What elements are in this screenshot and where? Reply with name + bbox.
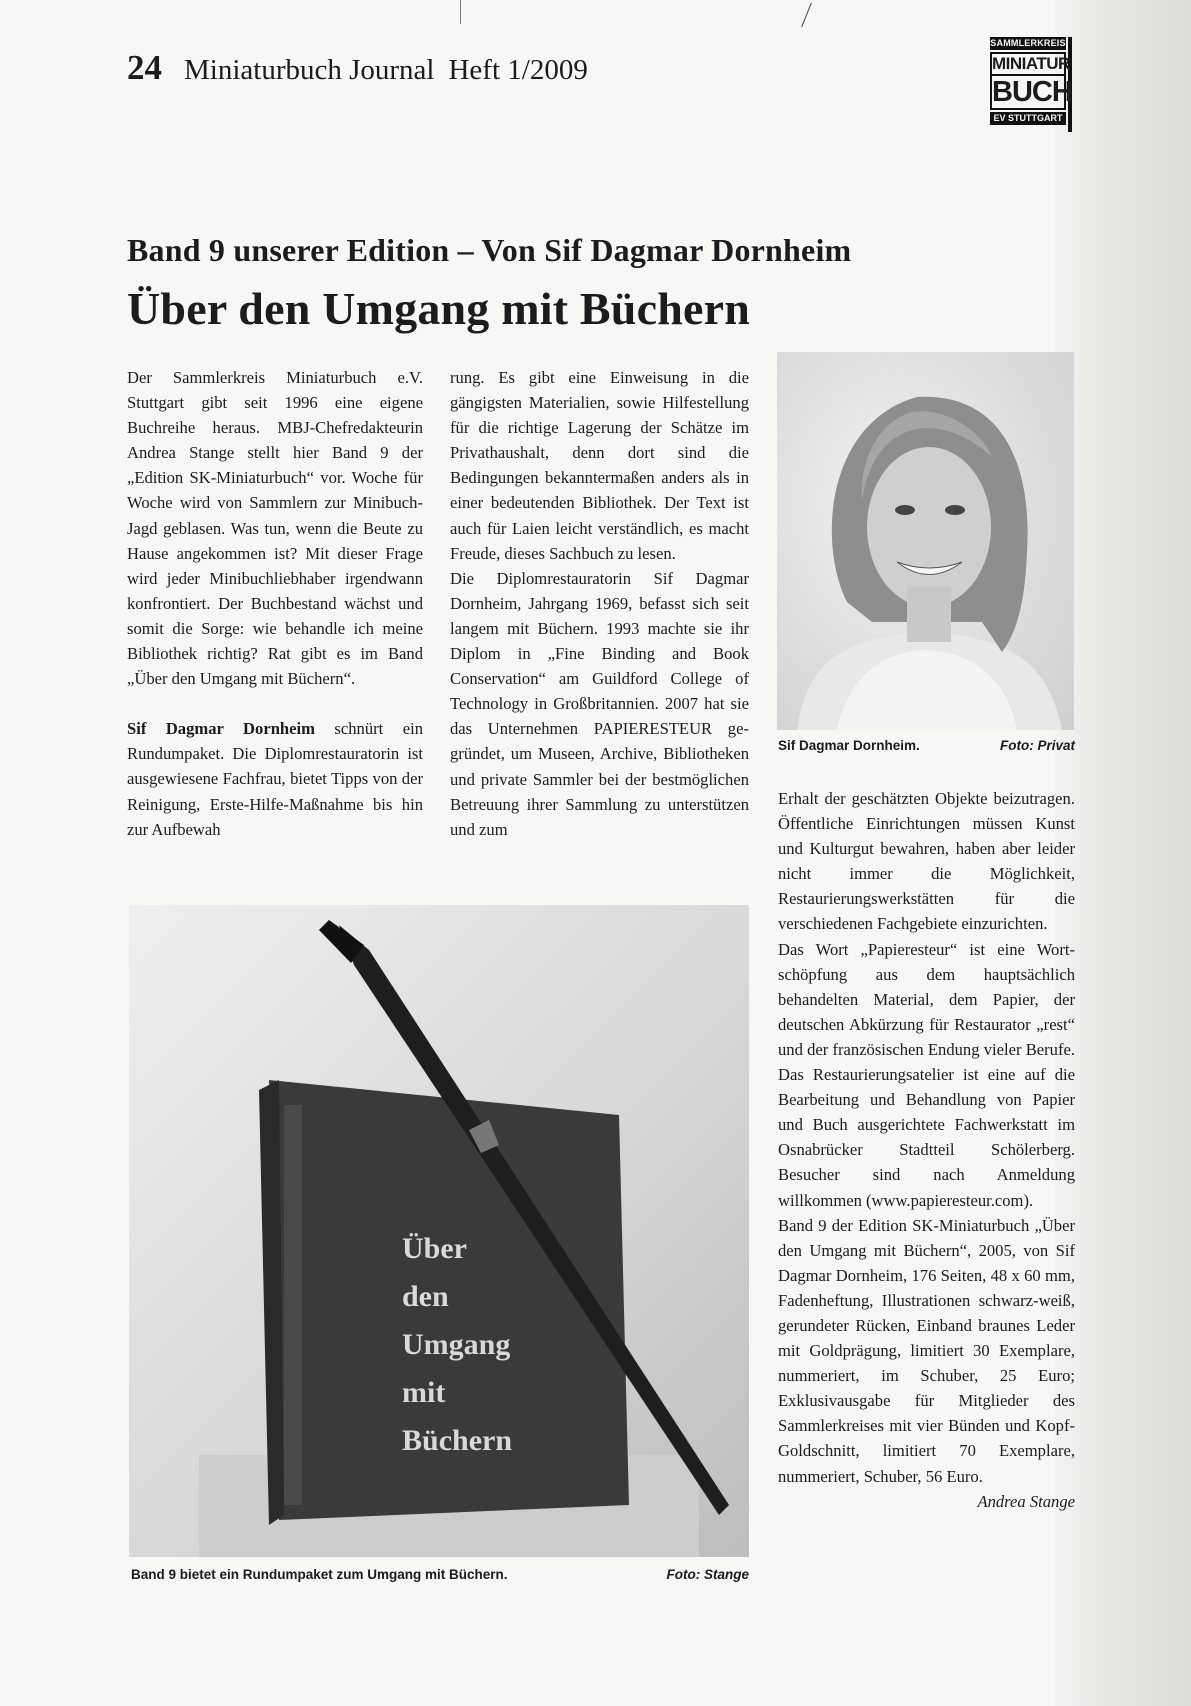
- page-number: 24: [127, 48, 162, 87]
- paragraph: rung. Es gibt eine Einweisung in die gängigsten Materialien, sowie Hilfestellung für die richtige Lagerung der Schätze im Privathaushalt, denn dort sind die Bedingungen bekanntermaßen anders als in einer bedeutenden Bibliothek. Der Text ist auch für Laien leicht verständlich, es macht Freude, dieses Sachbuch zu lesen.: [450, 368, 749, 563]
- paragraph: Das Wort „Papieresteur“ ist eine Wortschöpfung aus dem hauptsächlich behandelten Material, dem Papier, der deutschen Abkürzung für Restaurator „rest“ und der französischen Endung vieler Berufe. Das Restaurierungsatelier ist eine auf die Bearbeitung und Behandlung von Papier und Buch ausgerichtete Fachwerkstatt im Osnabrücker Stadtteil Schölerberg. Besucher sind nach Anmeldung willkommen (www.papieresteur.com).: [778, 939, 1075, 1210]
- cover-line: den: [402, 1280, 449, 1313]
- book-cover-title: [402, 1225, 512, 1465]
- logo-line: SAMMLERKREIS: [990, 38, 1066, 48]
- scan-mark: [801, 3, 812, 27]
- logo-line: EV STUTTGART: [990, 112, 1066, 125]
- portrait-photo: [777, 352, 1074, 730]
- cover-line: Umgang: [402, 1328, 511, 1361]
- logo-line: BUCH: [992, 76, 1072, 108]
- text-column-3: [778, 786, 1075, 1514]
- cover-line: Büchern: [402, 1424, 513, 1457]
- portrait-illustration: [777, 352, 1074, 730]
- page-edge-shadow: [1055, 0, 1191, 1706]
- sammlerkreis-logo: [990, 37, 1072, 132]
- portrait-caption: [778, 738, 1075, 753]
- running-header: [127, 48, 588, 92]
- article-kicker: Band 9 unserer Edition – Von Sif Dagmar Dornheim: [127, 232, 852, 268]
- book-caption: [131, 1567, 749, 1582]
- logo-line: MINIATUR: [990, 52, 1066, 76]
- author-signature: Andrea Stange: [977, 1491, 1075, 1511]
- paragraph-text: schnürt ein Rundumpaket. Die Diplomrestauratorin ist ausgewiesene Fachfrau, bietet Tipps von der Reinigung, Erste-Hilfe-Maßnahme bis hin zur Aufbewah: [127, 719, 423, 839]
- paragraph: Die Diplomrestauratorin Sif Dagmar Dornheim, Jahrgang 1969, befasst sich seit langem mit Büchern. 1993 machte sie ihr Diplom in „Fine Binding and Book Conservation“ am Guildford College of Technology in Großbritannien. 2007 hat sie das Unternehmen PAPIERESTEUR gegründet, um Museen, Archive, Bibliotheken und private Sammler bei der bestmöglichen Betreuung ihrer Sammlung zu unterstützen und zum: [450, 568, 749, 839]
- text-column-1: [127, 365, 423, 842]
- cover-line: mit: [402, 1376, 446, 1409]
- text-column-2: [450, 365, 749, 842]
- photo-credit: Foto: Privat: [999, 738, 1075, 753]
- paragraph: [127, 716, 423, 841]
- paragraph: Erhalt der geschätzten Objekte beizutragen. Öffentliche Einrichtungen müssen Kunst und Kulturgut bewahren, haben aber leider nicht immer die Möglichkeit, Restaurierungswerkstätten für die verschiedenen Fachgebiete einzurichten.: [778, 789, 1075, 934]
- photo-credit: Foto: Stange: [666, 1567, 749, 1582]
- journal-name: Miniaturbuch Journal: [184, 54, 435, 86]
- caption-text: Band 9 bietet ein Rundumpaket zum Umgang mit Büchern.: [131, 1567, 508, 1582]
- author-name-lead: Sif Dagmar Dornheim: [127, 719, 315, 739]
- issue-number: Heft 1/2009: [448, 54, 588, 86]
- caption-text: Sif Dagmar Dornheim.: [778, 738, 920, 753]
- cover-line: Über: [402, 1232, 467, 1265]
- book-photo: [129, 905, 749, 1557]
- scan-mark: [460, 0, 461, 24]
- paragraph: Der Sammlerkreis Miniaturbuch e.V. Stuttgart gibt seit 1996 eine eigene Buchreihe heraus. MBJ-Chefredakteurin Andrea Stange stellt hier Band 9 der „Edition SK-Miniaturbuch“ vor. Woche für Woche wird von Sammlern zur Minibuch-Jagd geblasen. Was tun, wenn die Beute zu Hause angekommen ist? Mit dieser Frage wird jeder Minibuchliebhaber irgendwann konfrontiert. Der Buchbestand wächst und somit die Sorge: wie behandle ich meine Bibliothek richtig? Rat gibt es im Band „Über den Umgang mit Büchern“.: [127, 368, 423, 689]
- paragraph: Band 9 der Edition SK-Miniaturbuch „Über den Umgang mit Büchern“, 2005, von Sif Dagmar Dornheim, 176 Seiten, 48 x 60 mm, Fadenheftung, Illustrationen schwarz-weiß, gerundeter Rücken, Einband braunes Leder mit Goldprägung, limitiert 30 Exemplare, nummeriert, im Schuber, 25 Euro; Exklusivausgabe für Mitglieder des Sammlerkreises mit vier Bünden und Kopf-Goldschnitt, limitiert 70 Exemplare, nummeriert, Schuber, 56 Euro.: [778, 1215, 1075, 1486]
- article-title: Über den Umgang mit Büchern: [127, 283, 751, 334]
